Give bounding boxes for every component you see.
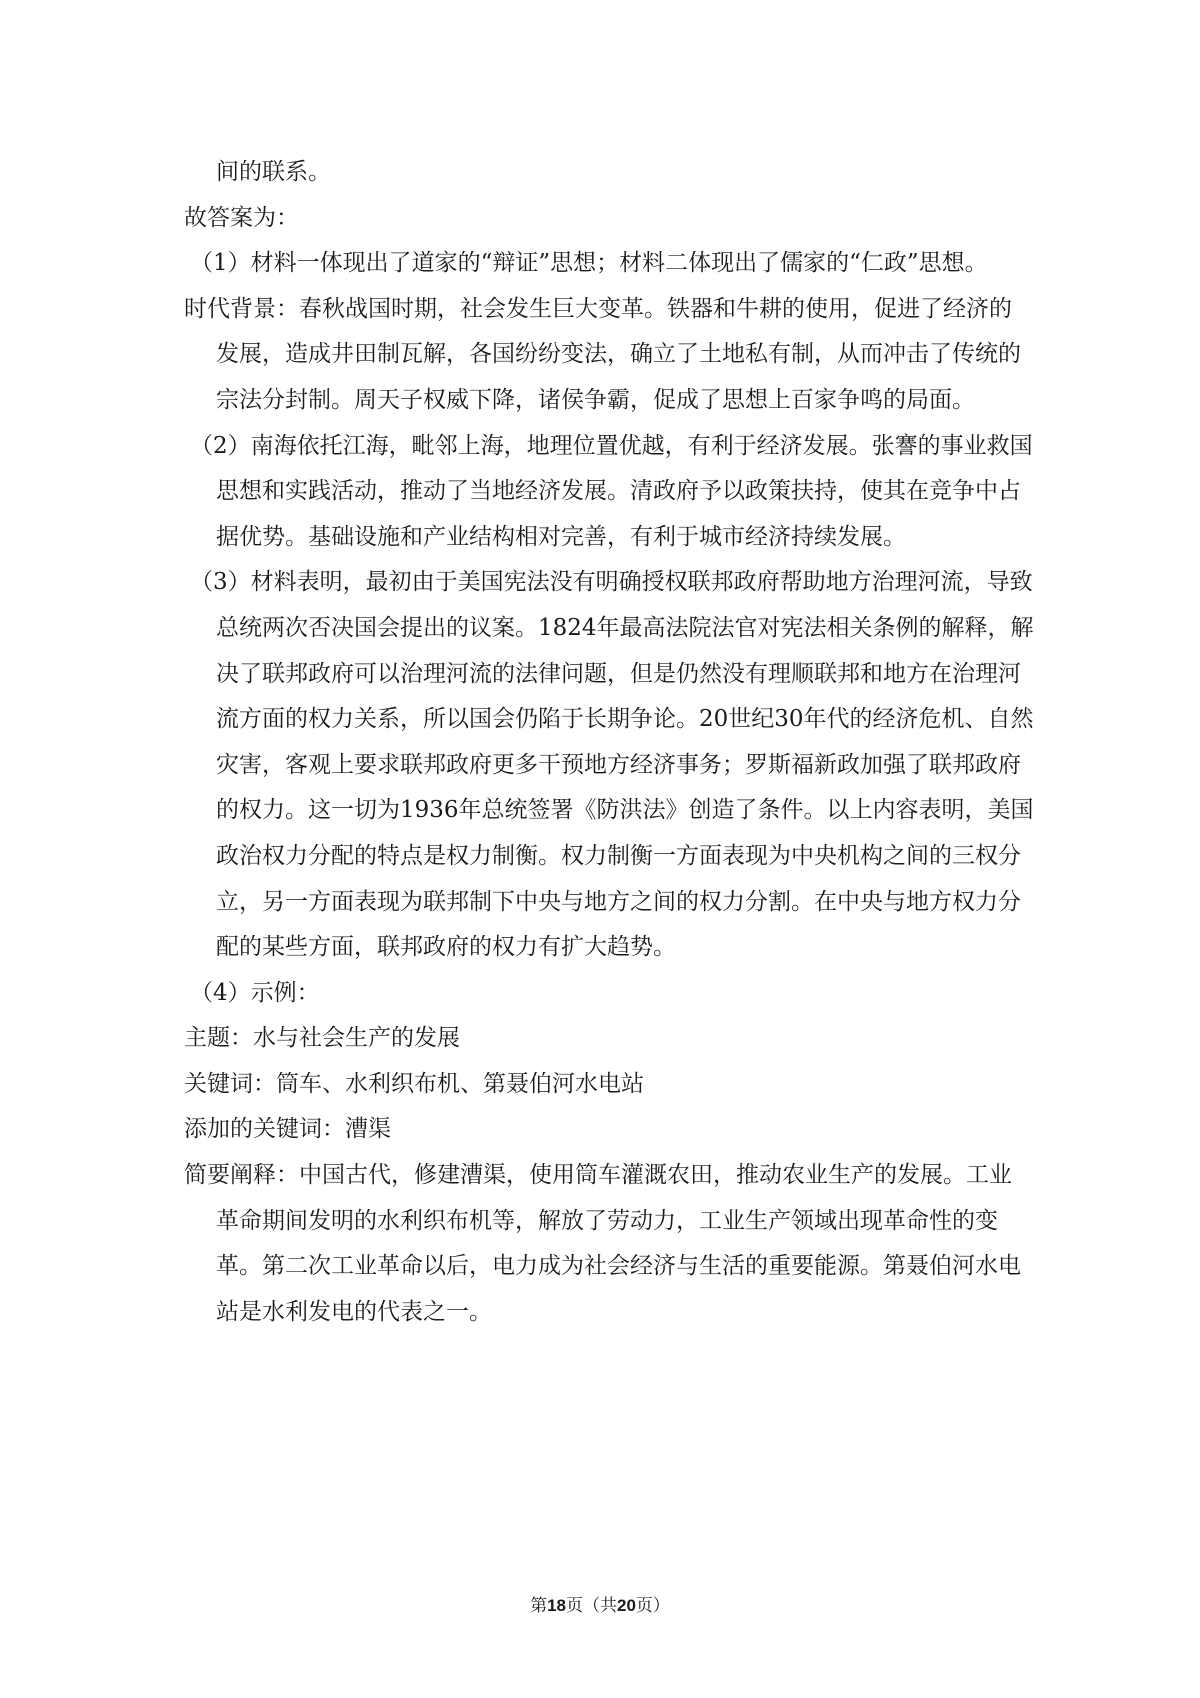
footer-middle: 页（共 bbox=[566, 1596, 617, 1616]
example-explanation: 简要阐释：中国古代，修建漕渠，使用筒车灌溉农田，推动农业生产的发展。工业革命期间发明的水利织布机等，解放了劳动力，工业生产领域出现革命性的变革。第二次工业革命以后，电力成为社会经济与生活的重要能源。第聂伯河水电站是水利发电的代表之一。 bbox=[184, 1162, 1021, 1325]
answer-part-3: （3）材料表明，最初由于美国宪法没有明确授权联邦政府帮助地方治理河流，导致总统两次否决国会提出的议案。1824年最高法院法官对宪法相关条例的解释，解决了联邦政府可以治理河流的法律问题，但是仍然没有理顺联邦和地方在治理河流方面的权力关系，所以国会仍陷于长期争论。20世纪30年代的经济危机、自然灾害，客观上要求联邦政府更多干预地方经济事务；罗斯福新政加强了联邦政府的权力。这一切为1936年总统签署《防洪法》创造了条件。以上内容表明，美国政治权力分配的特点是权力制衡。权力制衡一方面表现为中央机构之间的三权分立，另一方面表现为联邦制下中央与地方之间的权力分割。在中央与地方权力分配的某些方面，联邦政府的权力有扩大趋势。 bbox=[190, 569, 1034, 961]
footer-page-number: 18 bbox=[547, 1596, 566, 1615]
footer-suffix: 页） bbox=[635, 1596, 670, 1616]
answer-part-4: （4）示例： bbox=[190, 979, 320, 1006]
page-footer bbox=[0, 1594, 1200, 1618]
answer-part-1: （1）材料一体现出了道家的“辩证”思想；材料二体现出了儒家的“仁政”思想。 bbox=[190, 250, 988, 277]
example-added-keyword: 添加的关键词：漕渠 bbox=[184, 1116, 391, 1143]
footer-prefix: 第 bbox=[530, 1596, 548, 1616]
document-body bbox=[184, 150, 1034, 1335]
answer-heading: 故答案为： bbox=[184, 204, 299, 231]
answer-background: 时代背景：春秋战国时期，社会发生巨大变革。铁器和牛耕的使用，促进了经济的发展，造成井田制瓦解，各国纷纷变法，确立了土地私有制，从而冲击了传统的宗法分封制。周天子权威下降，诸侯争霸，促成了思想上百家争鸣的局面。 bbox=[184, 295, 1021, 413]
example-theme: 主题：水与社会生产的发展 bbox=[184, 1025, 460, 1052]
answer-part-2: （2）南海依托江海，毗邻上海，地理位置优越，有利于经济发展。张謇的事业救国思想和实践活动，推动了当地经济发展。清政府予以政策扶持，使其在竞争中占据优势。基础设施和产业结构相对完善，有利于城市经济持续发展。 bbox=[190, 432, 1033, 550]
example-keywords: 关键词：筒车、水利织布机、第聂伯河水电站 bbox=[184, 1070, 644, 1097]
paragraph-continuation: 间的联系。 bbox=[216, 159, 331, 185]
footer-total-pages: 20 bbox=[617, 1596, 636, 1615]
